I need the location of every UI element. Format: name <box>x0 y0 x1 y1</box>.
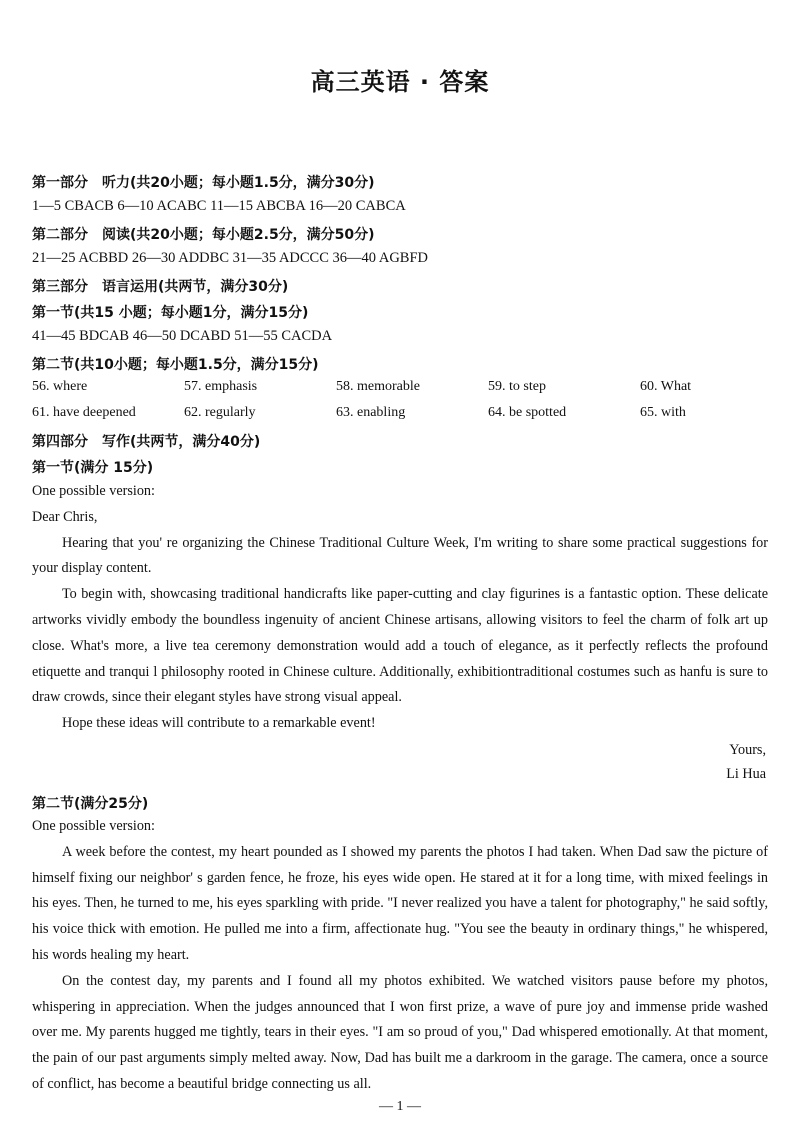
page-number: — 1 — <box>379 1099 421 1114</box>
part2-heading: 第二部分 阅读(共20小题；每小题2.5分，满分50分) <box>32 227 375 243</box>
essay-paragraph: To begin with, showcasing traditional handicrafts like paper-cutting and clay figurines is a fantastic option. These delicate artworks vividly embody the boundless ingenuity of ancient Chinese artisans, allowing visitors to feel the charm of folk art up close. What's more, a live tea ceremony demonstration would add a touch of elegance, as it perfectly reflects the profound etiquette and tranqui l philosophy rooted in Chinese culture. Additionally, exhibitiontraditional costumes such as hanfu is sure to draw crowds, since their elegant styles have strong visual appeal. <box>32 586 768 706</box>
part3-heading: 第三部分 语言运用(共两节，满分30分) <box>32 279 289 295</box>
part4-section1-heading: 第一节(满分 15分) <box>32 460 154 476</box>
part3-section1-answers: 41—45 BDCAB 46—50 DCABD 51—55 CACDA <box>32 328 333 344</box>
cloze-answer: 58. memorable <box>336 379 420 394</box>
letter-essay <box>32 479 768 737</box>
essay-intro: One possible version: <box>32 818 155 834</box>
cloze-answer: 56. where <box>32 379 88 394</box>
essay-paragraph: On the contest day, my parents and I found all my photos exhibited. We watched visitors pause before my photos, whispering in appreciation. When the judges announced that I won first prize, a wave of pure joy and immense pride washed over me. My parents hugged me tightly, tears in their eyes. "I am so proud of you," Dad whispered emotionally. At that moment, the pain of our past arguments simply melted away. Now, Dad has built me a darkroom in the garage. The camera, once a source of conflict, has become a beautiful bridge connecting us all. <box>32 972 768 1092</box>
part4-heading: 第四部分 写作(共两节，满分40分) <box>32 434 261 450</box>
cloze-answer: 65. with <box>640 405 686 420</box>
essay-intro: One possible version: <box>32 483 155 499</box>
part3-section2-heading: 第二节(共10小题；每小题1.5分，满分15分) <box>32 357 319 373</box>
part1-answers: 1—5 CBACB 6—10 ACABC 11—15 ABCBA 16—20 CABCA <box>32 198 406 214</box>
continuation-essay <box>32 814 768 1098</box>
part2-answers: 21—25 ACBBD 26—30 ADDBC 31—35 ADCCC 36—40 AGBFD <box>32 250 428 266</box>
cloze-answer: 59. to step <box>488 379 546 394</box>
cloze-answer: 64. be spotted <box>488 405 567 420</box>
letter-signature: Li Hua <box>726 766 766 782</box>
part4-section2-heading: 第二节(满分25分) <box>32 796 149 812</box>
essay-paragraph: A week before the contest, my heart pounded as I showed my parents the photos I had taken. When Dad saw the picture of himself fixing our neighbor' s garden fence, he froze, his eyes wide open. He stared at it for a long time, with mixed feelings in his eyes. Then, he turned to me, his eyes sparkling with pride. "I never realized you have a talent for photography," he said softly, his voice thick with emotion. He pulled me into a firm, affectionate hug. "You see the beauty in ordinary things," he whispered, his words healing my heart. <box>32 843 768 963</box>
cloze-answer: 61. have deepened <box>32 405 136 420</box>
part1-heading: 第一部分 听力(共20小题；每小题1.5分，满分30分) <box>32 175 375 191</box>
cloze-answer: 62. regularly <box>184 405 256 420</box>
letter-closing: Yours, <box>729 742 766 758</box>
part3-section1-heading: 第一节(共15 小题；每小题1分，满分15分) <box>32 305 309 321</box>
cloze-answer: 60. What <box>640 379 692 394</box>
page-title: 高三英语 · 答案 <box>310 68 490 96</box>
cloze-answer: 57. emphasis <box>184 379 258 394</box>
letter-greeting: Dear Chris, <box>32 508 98 525</box>
essay-paragraph: Hope these ideas will contribute to a remarkable event! <box>62 715 376 732</box>
essay-paragraph: Hearing that you' re organizing the Chinese Traditional Culture Week, I'm writing to share some practical suggestions for your display content. <box>32 534 768 577</box>
cloze-answer: 63. enabling <box>336 405 406 420</box>
